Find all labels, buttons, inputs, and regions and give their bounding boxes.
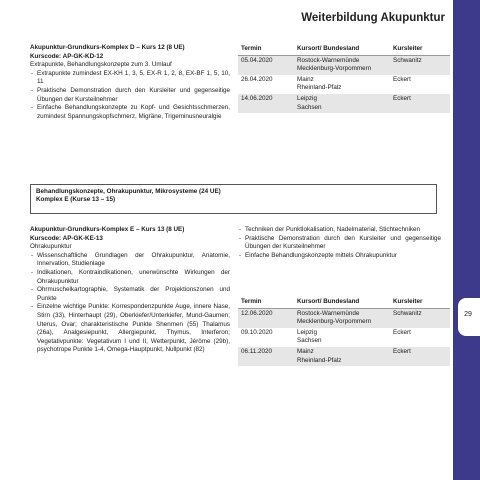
place-name: Leipzig <box>297 94 317 102</box>
column-header: Kursort/ Bundesland <box>294 44 390 55</box>
date-cell: 05.04.2020 <box>238 55 294 75</box>
place-cell <box>294 347 390 366</box>
table-row <box>238 94 450 113</box>
place-cell <box>294 75 390 94</box>
course-d-block <box>30 44 230 121</box>
side-color-bar <box>453 0 480 480</box>
date-cell: 12.06.2020 <box>238 308 294 328</box>
place-cell <box>294 328 390 347</box>
column-header: Termin <box>238 297 294 308</box>
course-e-intro: Ohrakupunktur <box>30 243 72 251</box>
region-name: Rheinland-Pfalz <box>297 84 342 92</box>
column-header: Kursort/ Bundesland <box>294 297 390 308</box>
section-box-line1: Behandlungskonzepte, Ohrakupunktur, Mikrosysteme (24 UE) <box>36 188 221 195</box>
place-name: Rostock-Warnemünde <box>297 56 360 64</box>
list-item: - Techniken der Punktlokalisation, Nadelmaterial, Stichtechniken <box>238 226 441 235</box>
date-cell: 14.06.2020 <box>238 94 294 113</box>
page-number: 29 <box>464 311 472 318</box>
table-row <box>238 328 450 347</box>
leader-cell: Schwanitz <box>390 55 450 75</box>
table-row <box>238 347 450 366</box>
leader-cell: Eckert <box>390 347 450 366</box>
date-cell: 26.04.2020 <box>241 75 273 83</box>
column-header: Kursleiter <box>390 44 450 55</box>
course-e-bullets <box>30 252 230 355</box>
course-e-block <box>30 226 230 355</box>
list-item: - Praktische Demonstration durch den Kursleiter und gegenseitige Übungen der Kursteilnehmer <box>238 235 441 252</box>
list-item: - Praktische Demonstration durch den Kursleiter und gegenseitige Übungen der Kursteilnehmer <box>30 87 230 104</box>
region-name: Sachsen <box>297 337 322 345</box>
course-e-right-block <box>238 226 441 260</box>
course-e-bullets-right <box>238 226 441 260</box>
leader-cell: Eckert <box>393 75 411 83</box>
course-d-heading: Akupunktur-Grundkurs-Komplex D – Kurs 12 (8 UE) <box>30 44 185 51</box>
place-name: Rostock-Warnemünde <box>297 309 360 317</box>
list-item: - Extrapunkte zumindest EX-KH 1, 3, 5, EX-R 1, 2, 8, EX-BF 1, 5, 10, 11 <box>30 70 230 87</box>
region-name: Mecklenburg-Vorpommern <box>297 318 372 326</box>
course-e-code: Kurscode: AP-GK-KE-13 <box>30 234 103 242</box>
table-row <box>238 75 450 94</box>
place-name: Mainz <box>297 75 314 83</box>
leader-cell: Schwanitz <box>390 308 450 328</box>
column-header: Termin <box>238 44 294 55</box>
course-d-intro: Extrapunkte, Behandlungskonzepte zum 3. Umlauf <box>30 61 172 69</box>
list-item: - Einfache Behandlungskonzepte zu Kopf- und Gesichtsschmerzen, zumindest Spannungskopfschmerz, Migräne, Trigeminusneuralgie <box>30 104 230 121</box>
course-e-heading: Akupunktur-Grundkurs-Komplex E – Kurs 13 (8 UE) <box>30 226 185 233</box>
schedule-table-d <box>238 44 450 113</box>
course-d-bullets <box>30 70 230 122</box>
place-name: Leipzig <box>297 328 317 336</box>
table-header-row <box>238 44 450 55</box>
course-d-code: Kurscode: AP-GK-KD-12 <box>30 52 104 60</box>
list-item: - Ohrmuschelkartographie, Systematik der Projektionszonen und Punkte <box>30 286 230 303</box>
schedule-table-e <box>238 297 450 366</box>
leader-cell: Eckert <box>393 328 411 336</box>
place-cell <box>294 308 390 328</box>
section-box-line2: Komplex E (Kurse 13 – 15) <box>36 196 116 204</box>
list-item: - Einfache Behandlungskonzepte mittels Ohrakupunktur <box>238 252 441 261</box>
table-header-row <box>238 297 450 308</box>
table-row <box>238 55 450 75</box>
place-cell <box>294 94 390 113</box>
date-cell: 09.10.2020 <box>241 328 273 336</box>
section-box <box>30 184 437 214</box>
list-item: - Wissenschaftliche Grundlagen der Ohrakupunktur, Anatomie, Innervation, Studienlage <box>30 252 230 269</box>
region-name: Mecklenburg-Vorpommern <box>297 65 372 73</box>
leader-cell: Eckert <box>390 94 450 113</box>
region-name: Rheinland-Pfalz <box>297 356 342 364</box>
list-item: - Einzelne wichtige Punkte: Korrespondenzpunkte Auge, innere Nase, Stirn (33), Hinterhaupt (29), Oberkiefer/Unterkiefer, Mund-Gaumen; Uterus, Ovar; charakteristische Punkte Shenmen (55) Thalamus (26a), Analgesiepunkt, Allergiepunkt, Thymus, Interferon; Vegetativpunkte: Vegetativum I und II, Wetterpunkt, Jérôme (29b), psychotrope Punkte 1-4, Omega-Hauptpunkt, Nullpunkt (82) <box>30 303 230 355</box>
place-cell <box>294 55 390 75</box>
date-cell: 06.11.2020 <box>238 347 294 366</box>
page-title: Weiterbildung Akupunktur <box>301 12 445 24</box>
region-name: Sachsen <box>297 103 322 111</box>
table-row <box>238 308 450 328</box>
list-item: - Indikationen, Kontraindikationen, unerwünschte Wirkungen der Ohrakupunktur <box>30 269 230 286</box>
place-name: Mainz <box>297 347 314 355</box>
column-header: Kursleiter <box>390 297 450 308</box>
